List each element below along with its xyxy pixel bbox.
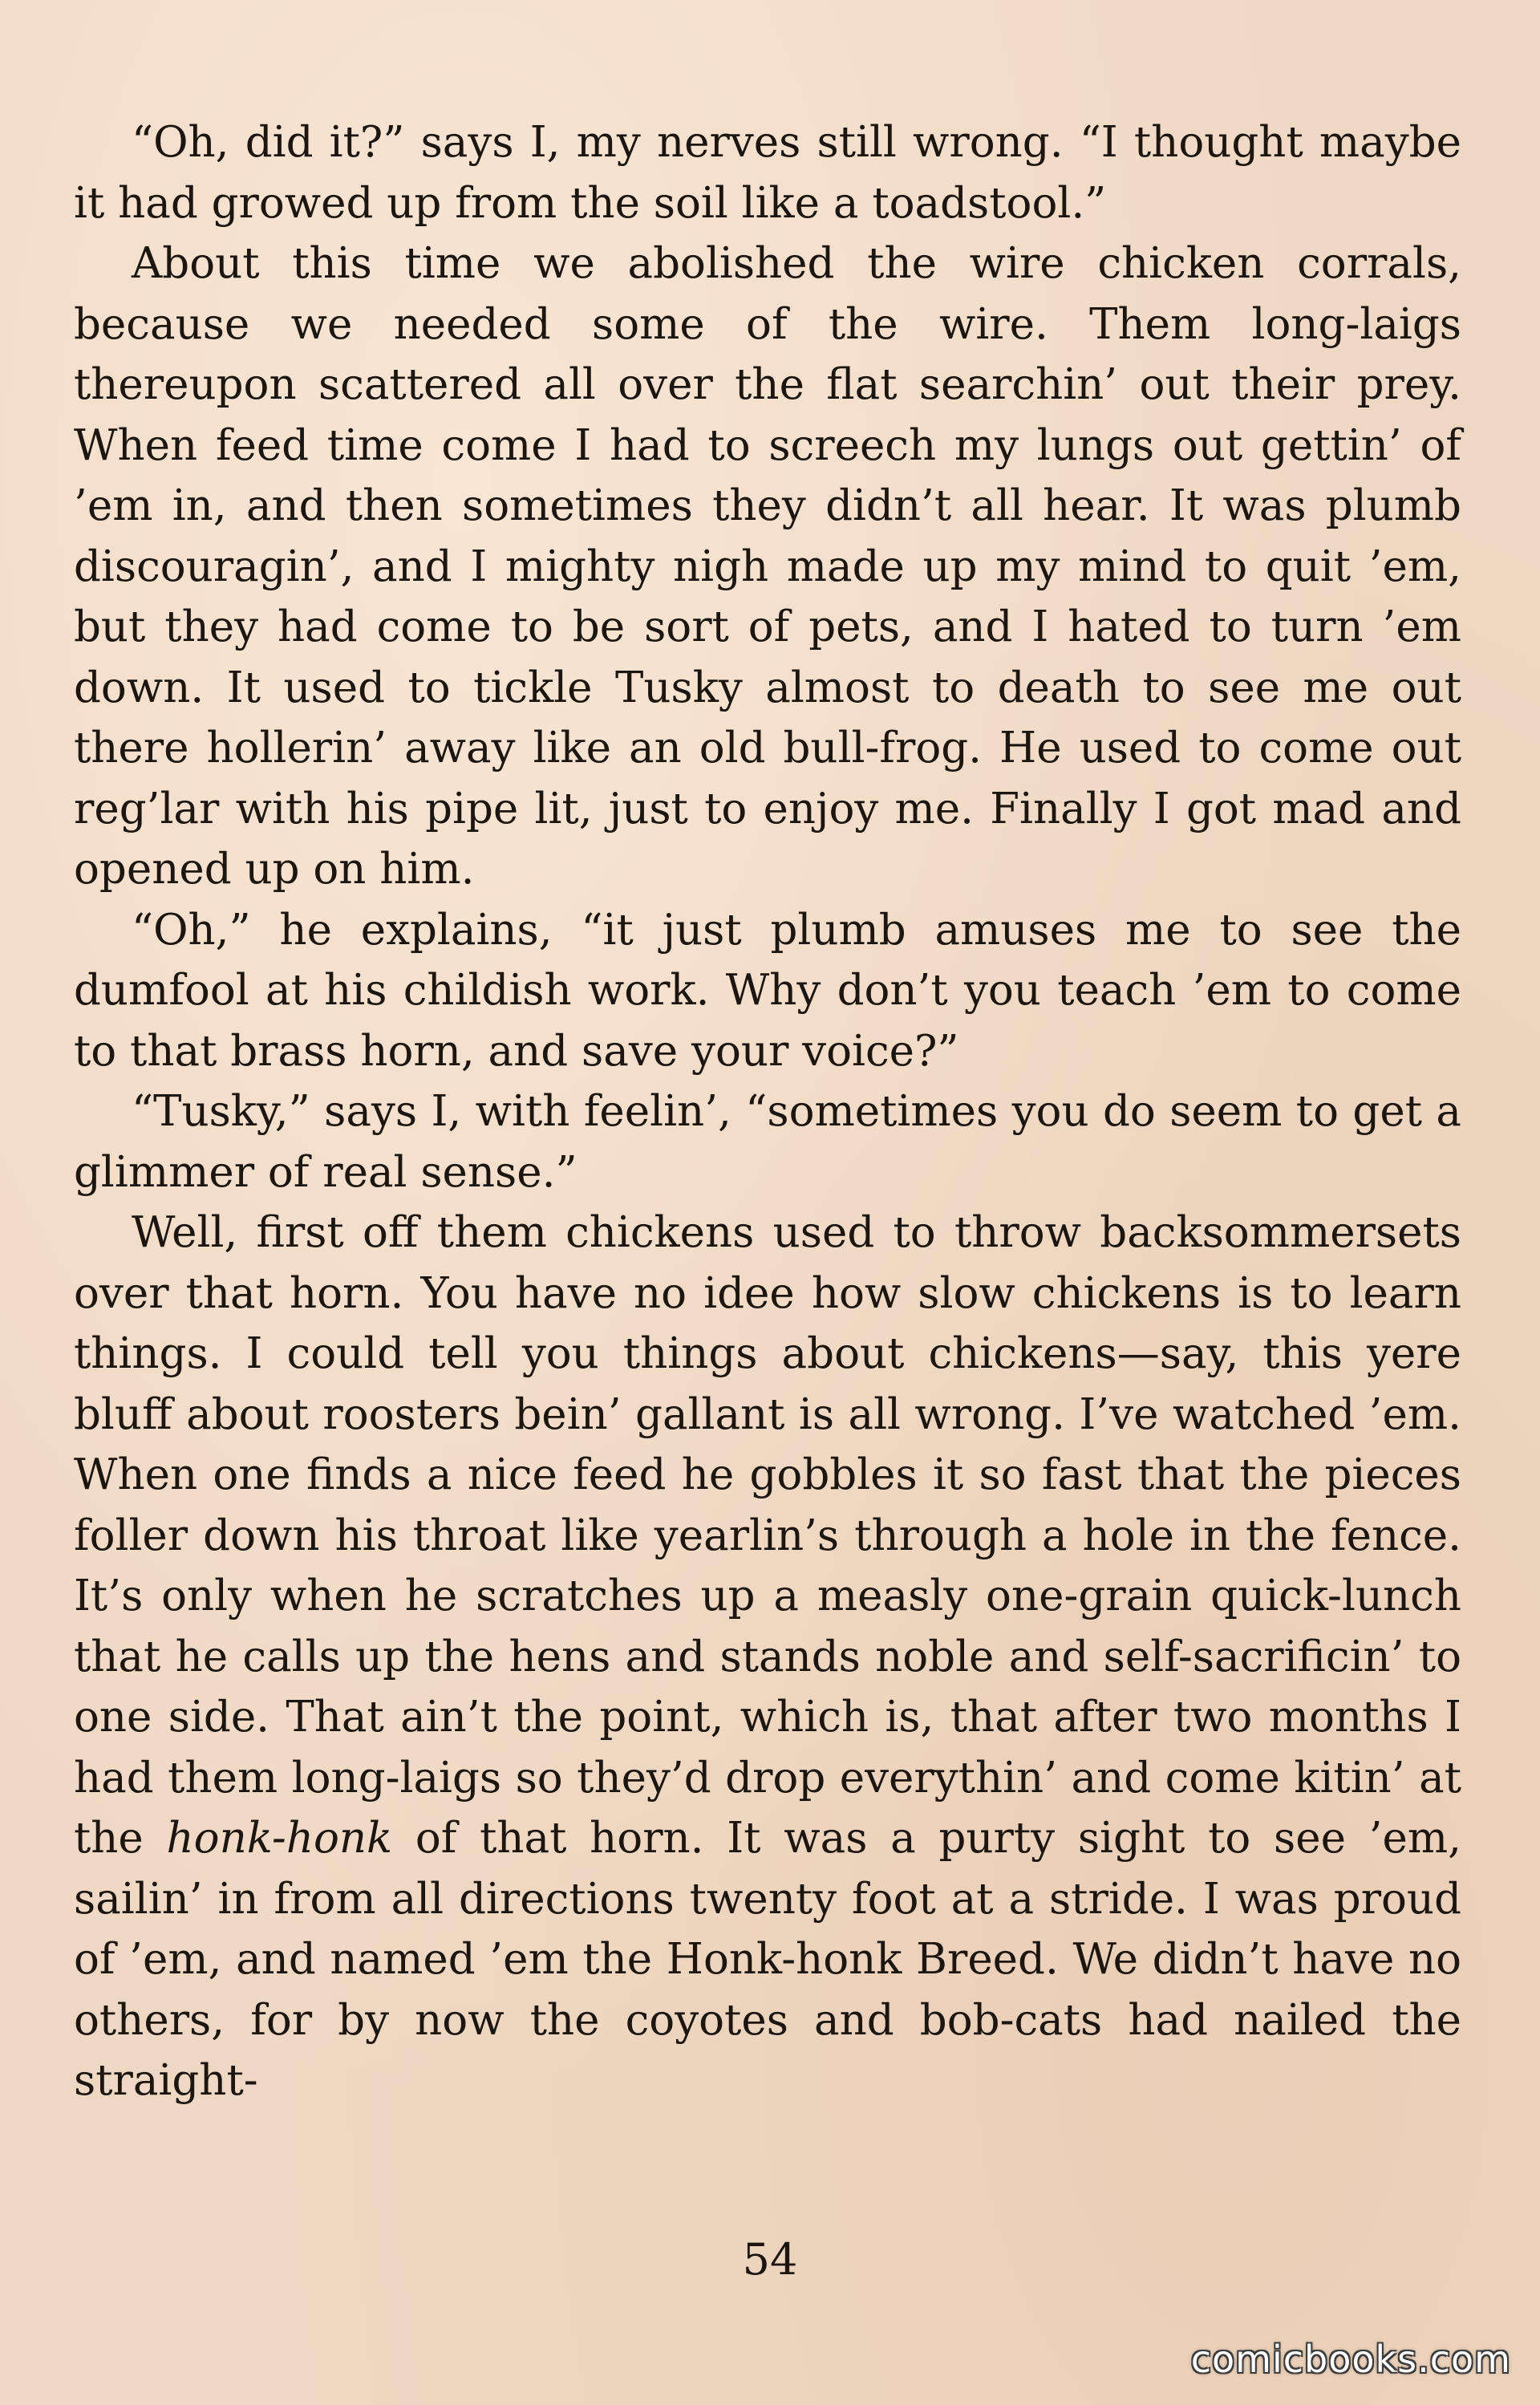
italic-honk-honk: honk-honk xyxy=(166,1814,393,1863)
paragraph-3: “Oh,” he explains, “it just plumb amuses me to see the dumfool at his childish work. Why don’t you teach ’em to come to that brass horn, and save your voice?” xyxy=(74,905,1461,1076)
paragraph-1: “Oh, did it?” says I, my nerves still wrong. “I thought maybe it had growed up from the soil like a toadstool.” xyxy=(74,118,1461,228)
paragraph-2: About this time we abolished the wire chicken corrals, because we needed some of the wire. Them long-laigs thereupon scattered all over the flat searchin’ out their prey. When feed time come I had to screech my lungs out gettin’ of ’em in, and then sometimes they didn’t all hear. It was plumb discouragin’, and I mighty nigh made up my mind to quit ’em, but they had come to be sort of pets, and I hated to turn ’em down. It used to tickle Tusky almost to death to see me out there hollerin’ away like an old bull-frog. He used to come out reg’lar with his pipe lit, just to enjoy me. Finally I got mad and opened up on him. xyxy=(74,239,1461,894)
paragraph-5 xyxy=(74,1202,1461,2111)
watermark-logo: comicbooks.com xyxy=(1190,2338,1511,2381)
paragraph-5-text-before: Well, first off them chickens used to throw backsommersets over that horn. You have no idee how slow chickens is to learn things. I could tell you things about chickens—say, this yere bluff about roosters bein’ gallant is all wrong. I’ve watched ’em. When one finds a nice feed he gobbles it so fast that the pieces foller down his throat like yearlin’s through a hole in the fence. It’s only when he scratches up a measly one-grain quick-lunch that he calls up the hens and stands noble and self-sacrificin’ to one side. That ain’t the point, which is, that after two months I had them long-laigs so they’d drop everythin’ and come kitin’ at the xyxy=(74,1208,1461,1863)
body-text xyxy=(74,112,1461,2111)
page-number: 54 xyxy=(742,2234,798,2285)
paragraph-4: “Tusky,” says I, with feelin’, “sometimes you do seem to get a glimmer of real sense.” xyxy=(74,1087,1461,1197)
paragraph-5-text-after: of that horn. It was a purty sight to see ’em, sailin’ in from all directions twenty foot at a stride. I was proud of ’em, and named ’em the Honk-honk Breed. We didn’t have no others, for by now the coyotes and bob-cats had nailed the straight- xyxy=(74,1814,1461,2105)
